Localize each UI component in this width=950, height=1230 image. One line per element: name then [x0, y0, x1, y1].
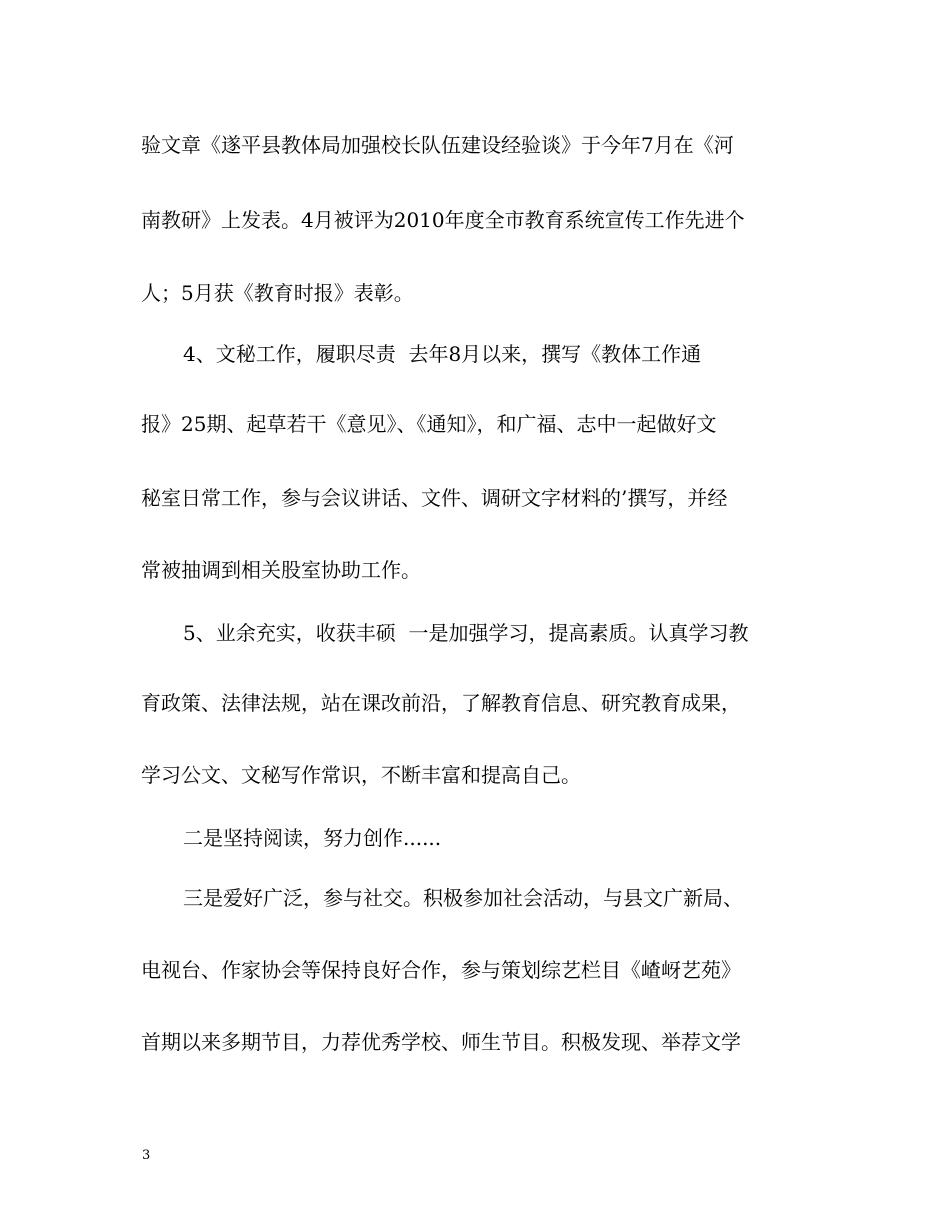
paragraph-start-line: 5、业余充实，收获丰硕 一是加强学习，提高素质。认真学习教: [183, 621, 749, 645]
paragraph-start-line: 三是爱好广泛，参与社交。积极参加社会活动，与县文广新局、: [183, 886, 743, 910]
text-line: 学习公文、文秘写作常识，不断丰富和提高自己。: [141, 763, 581, 787]
text-line: 验文章《遂平县教体局加强校长队伍建设经验谈》于今年7月在《河: [141, 133, 734, 157]
text-line: 人；5月获《教育时报》表彰。: [141, 281, 414, 305]
text-line: 育政策、法律法规，站在课改前沿，了解教育信息、研究教育成果，: [141, 691, 741, 715]
paragraph-start-line: 4、文秘工作，履职尽责 去年8月以来，撰写《教体工作通: [183, 342, 702, 366]
text-line: 秘室日常工作，参与会议讲话、文件、调研文字材料的’撰写，并经: [141, 486, 728, 510]
text-line: 报》25期、起草若干《意见》、《通知》，和广福、志中一起做好文: [141, 412, 717, 436]
page-number: 3: [142, 1148, 151, 1163]
text-line: 首期以来多期节目，力荐优秀学校、师生节目。积极发现、举荐文学: [141, 1030, 741, 1054]
text-line: 常被抽调到相关股室协助工作。: [141, 558, 421, 582]
paragraph-start-line: 二是坚持阅读，努力创作......: [183, 826, 442, 850]
text-line: 南教研》上发表。4月被评为2010年度全市教育系统宣传工作先进个: [141, 208, 745, 232]
text-line: 电视台、作家协会等保持良好合作，参与策划综艺栏目《嵖岈艺苑》: [141, 958, 741, 982]
